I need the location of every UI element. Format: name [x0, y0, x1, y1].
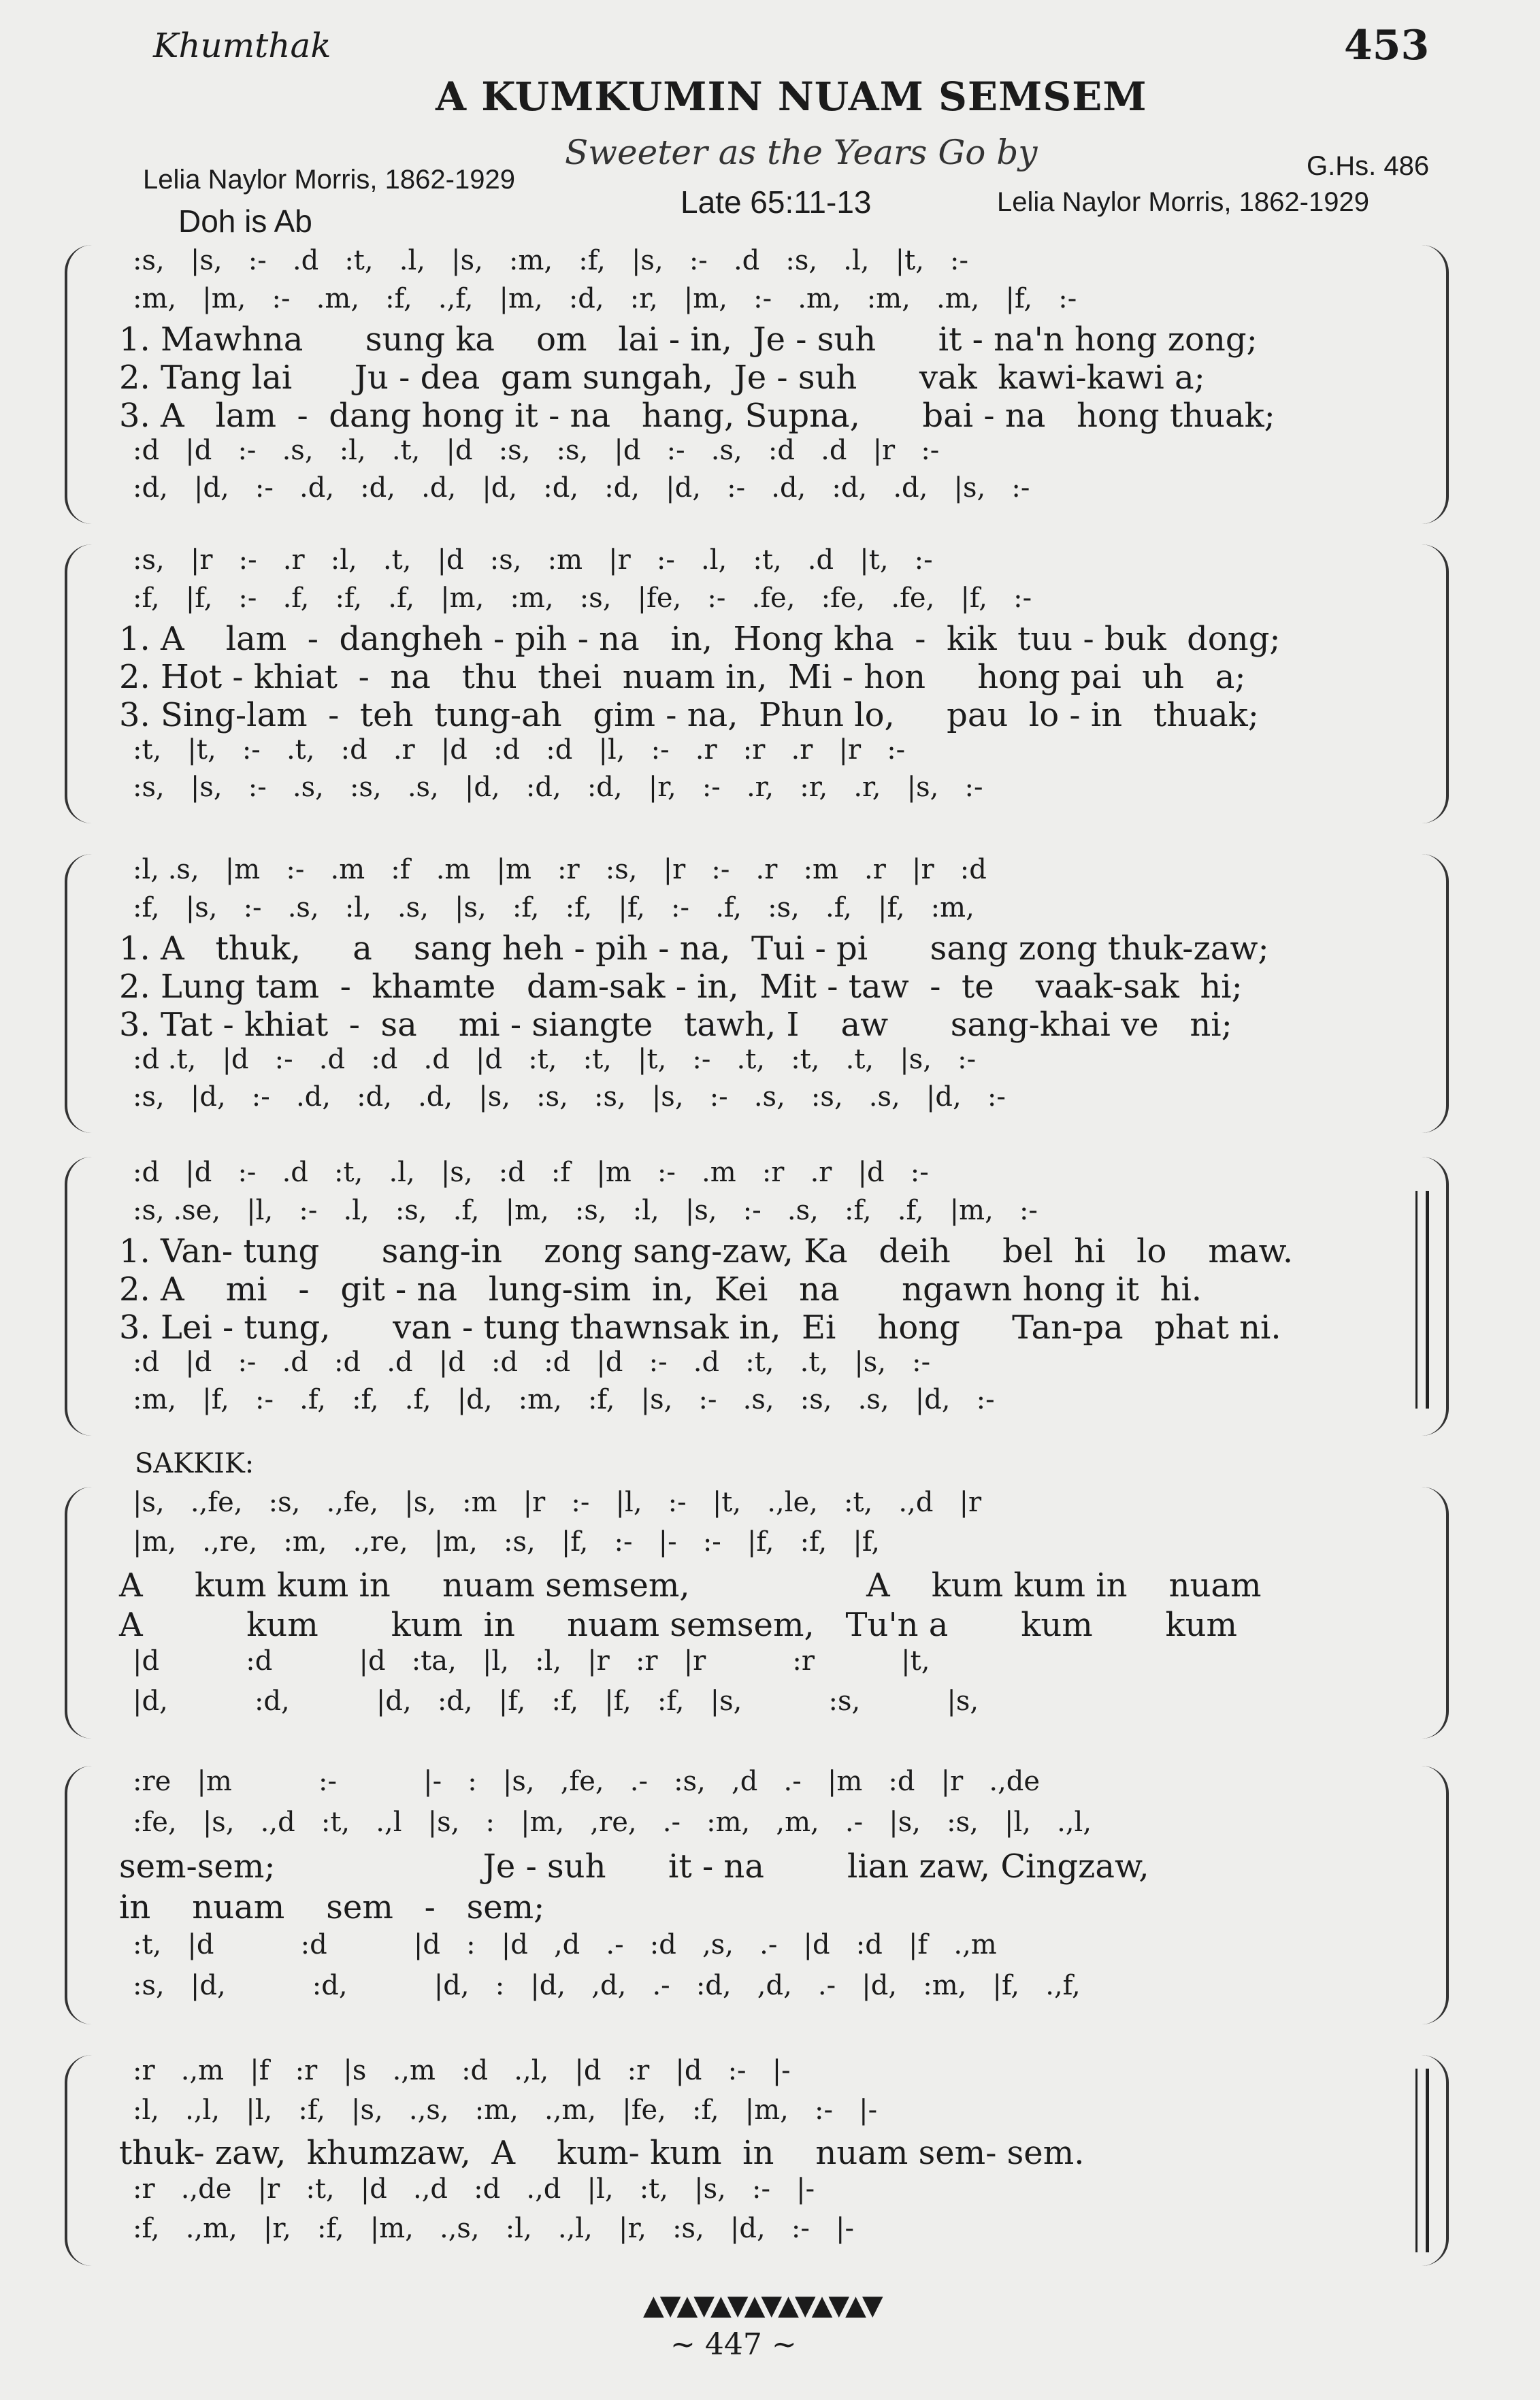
solfa-line: :s, |d, :- .d, :d, .d, |s, :s, :s, |s, :- .s, :s, .s, |d, :- — [133, 1081, 1006, 1113]
music-system-7 — [0, 2055, 1540, 2280]
solfa-line: :r .,m |f :r |s .,m :d .,l, |d :r |d :- |- — [133, 2055, 791, 2086]
hymn-subtitle: Sweeter as the Years Go by — [565, 133, 1038, 172]
solfa-line: :f, |s, :- .s, :l, .s, |s, :f, :f, |f, :- .f, :s, .f, |f, :m, — [133, 892, 974, 923]
solfa-line: :m, |m, :- .m, :f, .,f, |m, :d, :r, |m, :- .m, :m, .m, |f, :- — [133, 283, 1077, 314]
lyric-line: 3. Sing-lam - teh tung-ah gim - na, Phun lo, pau lo - in thuak; — [119, 696, 1259, 734]
lyric-line: 3. Tat - khiat - sa mi - siangte tawh, I aw sang-khai ve ni; — [119, 1006, 1232, 1044]
solfa-line: :r .,de |r :t, |d .,d :d .,d |l, :t, |s, :- |- — [133, 2173, 815, 2205]
solfa-line: :s, .se, |l, :- .l, :s, .f, |m, :s, :l, |s, :- .s, :f, .f, |m, :- — [133, 1195, 1038, 1226]
author-left: Lelia Naylor Morris, 1862-1929 — [143, 165, 515, 195]
music-system-5 — [0, 1487, 1540, 1752]
solfa-line: :l, .s, |m :- .m :f .m |m :r :s, |r :- .r :m .r |r :d — [133, 854, 987, 885]
left-brace-icon — [65, 854, 95, 1133]
composer-right: Lelia Naylor Morris, 1862-1929 — [997, 187, 1369, 217]
solfa-line: :l, .,l, |l, :f, |s, .,s, :m, .,m, |fe, :f, |m, :- |- — [133, 2094, 878, 2126]
page-number: 453 — [1344, 22, 1430, 69]
solfa-line: :d |d :- .d :d .d |d :d :d |d :- .d :t, .t, |s, :- — [133, 1347, 931, 1378]
solfa-line: |s, .,fe, :s, .,fe, |s, :m |r :- |l, :- |t, .,le, :t, .,d |r — [133, 1487, 982, 1518]
lyric-line: A kum kum in nuam semsem, A kum kum in nuam — [119, 1566, 1262, 1605]
solfa-line: :s, |d, :d, |d, : |d, ,d, .- :d, ,d, .- |d, :m, |f, .,f, — [133, 1970, 1081, 2001]
left-brace-icon — [65, 2055, 95, 2266]
double-barline — [1415, 2069, 1418, 2252]
right-brace-icon — [1419, 1157, 1449, 1436]
key-signature: Doh is Ab — [178, 203, 312, 239]
solfa-line: :s, |s, :- .s, :s, .s, |d, :d, :d, |r, :- .r, :r, .r, |s, :- — [133, 772, 983, 803]
right-brace-icon — [1419, 1487, 1449, 1739]
solfa-line: :d, |d, :- .d, :d, .d, |d, :d, :d, |d, :- .d, :d, .d, |s, :- — [133, 472, 1030, 504]
solfa-line: :t, |d :d |d : |d ,d .- :d ,s, .- |d :d |f .,m — [133, 1929, 997, 1960]
footer-page-number: ~ 447 ~ — [670, 2327, 797, 2362]
lyric-line: 2. Lung tam - khamte dam-sak - in, Mit - taw - te vaak-sak hi; — [119, 968, 1243, 1006]
solfa-line: :f, .,m, |r, :f, |m, .,s, :l, .,l, |r, :s, |d, :- |- — [133, 2213, 854, 2244]
lyric-line: 1. Mawhna sung ka om lai - in, Je - suh it - na'n hong zong; — [119, 320, 1258, 359]
solfa-line: :f, |f, :- .f, :f, .f, |m, :m, :s, |fe, :- .fe, :fe, .fe, |f, :- — [133, 582, 1032, 614]
solfa-line: |m, .,re, :m, .,re, |m, :s, |f, :- |- :- |f, :f, |f, — [133, 1526, 880, 1558]
double-barline — [1426, 1191, 1429, 1409]
lyric-line: 3. Lei - tung, van - tung thawnsak in, Ei hong Tan-pa phat ni. — [119, 1309, 1281, 1347]
music-system-3 — [0, 854, 1540, 1147]
right-brace-icon — [1419, 2055, 1449, 2266]
lyric-line: in nuam sem - sem; — [119, 1888, 545, 1926]
lyric-line: 1. A thuk, a sang heh - pih - na, Tui - pi sang zong thuk-zaw; — [119, 930, 1269, 968]
solfa-line: :s, |s, :- .d :t, .l, |s, :m, :f, |s, :- .d :s, .l, |t, :- — [133, 245, 969, 276]
solfa-line: :re |m :- |- : |s, ,fe, .- :s, ,d .- |m :d |r .,de — [133, 1766, 1041, 1797]
left-brace-icon — [65, 1766, 95, 2024]
sakkik-label: SAKKIK: — [135, 1448, 255, 1479]
solfa-line: |d, :d, |d, :d, |f, :f, |f, :f, |s, :s, |s, — [133, 1686, 979, 1717]
lyric-line: 2. Tang lai Ju - dea gam sungah, Je - suh vak kawi-kawi a; — [119, 359, 1205, 397]
music-system-1 — [0, 245, 1540, 538]
lyric-line: 2. A mi - git - na lung-sim in, Kei na ngawn hong it hi. — [119, 1270, 1202, 1309]
lyric-line: thuk- zaw, khumzaw, A kum- kum in nuam sem- sem. — [119, 2134, 1085, 2172]
solfa-line: :m, |f, :- .f, :f, .f, |d, :m, :f, |s, :- .s, :s, .s, |d, :- — [133, 1384, 995, 1415]
solfa-line: :d |d :- .s, :l, .t, |d :s, :s, |d :- .s, :d .d |r :- — [133, 435, 940, 466]
double-barline — [1426, 2069, 1429, 2252]
hymn-reference: G.Hs. 486 — [1307, 151, 1430, 181]
left-brace-icon — [65, 1157, 95, 1436]
music-system-6 — [0, 1766, 1540, 2038]
right-brace-icon — [1419, 544, 1449, 823]
lyric-line: 1. Van- tung sang-in zong sang-zaw, Ka deih bel hi lo maw. — [119, 1232, 1294, 1270]
lyric-line: sem-sem; Je - suh it - na lian zaw, Cingzaw, — [119, 1847, 1149, 1886]
left-brace-icon — [65, 245, 95, 524]
solfa-line: :s, |r :- .r :l, .t, |d :s, :m |r :- .l, :t, .d |t, :- — [133, 544, 933, 576]
right-brace-icon — [1419, 245, 1449, 524]
lyric-line: 2. Hot - khiat - na thu thei nuam in, Mi - hon hong pai uh a; — [119, 658, 1246, 696]
solfa-line: :d |d :- .d :t, .l, |s, :d :f |m :- .m :r .r |d :- — [133, 1157, 929, 1188]
lyric-line: A kum kum in nuam semsem, Tu'n a kum kum — [119, 1606, 1238, 1644]
left-brace-icon — [65, 544, 95, 823]
music-system-4 — [0, 1157, 1540, 1449]
solfa-line: :fe, |s, .,d :t, .,l |s, : |m, ,re, .- :m, ,m, .- |s, :s, |l, .,l, — [133, 1807, 1092, 1838]
solfa-line: :d .t, |d :- .d :d .d |d :t, :t, |t, :- .t, :t, .t, |s, :- — [133, 1044, 977, 1075]
left-brace-icon — [65, 1487, 95, 1739]
right-brace-icon — [1419, 1766, 1449, 2024]
footer-ornament: ▲▼▲▼▲▼▲▼▲▼▲▼▲▼ — [643, 2290, 879, 2321]
scripture-ref: Late 65:11-13 — [681, 184, 872, 220]
music-system-2 — [0, 544, 1540, 837]
lyric-line: 1. A lam - dangheh - pih - na in, Hong kha - kik tuu - buk dong; — [119, 620, 1281, 658]
double-barline — [1415, 1191, 1418, 1409]
hymn-title: A KUMKUMIN NUAM SEMSEM — [436, 73, 1147, 120]
solfa-line: :t, |t, :- .t, :d .r |d :d :d |l, :- .r :r .r |r :- — [133, 734, 906, 766]
lyric-line: 3. A lam - dang hong it - na hang, Supna, bai - na hong thuak; — [119, 397, 1275, 435]
book-name: Khumthak — [153, 26, 331, 65]
right-brace-icon — [1419, 854, 1449, 1133]
solfa-line: |d :d |d :ta, |l, :l, |r :r |r :r |t, — [133, 1645, 930, 1677]
